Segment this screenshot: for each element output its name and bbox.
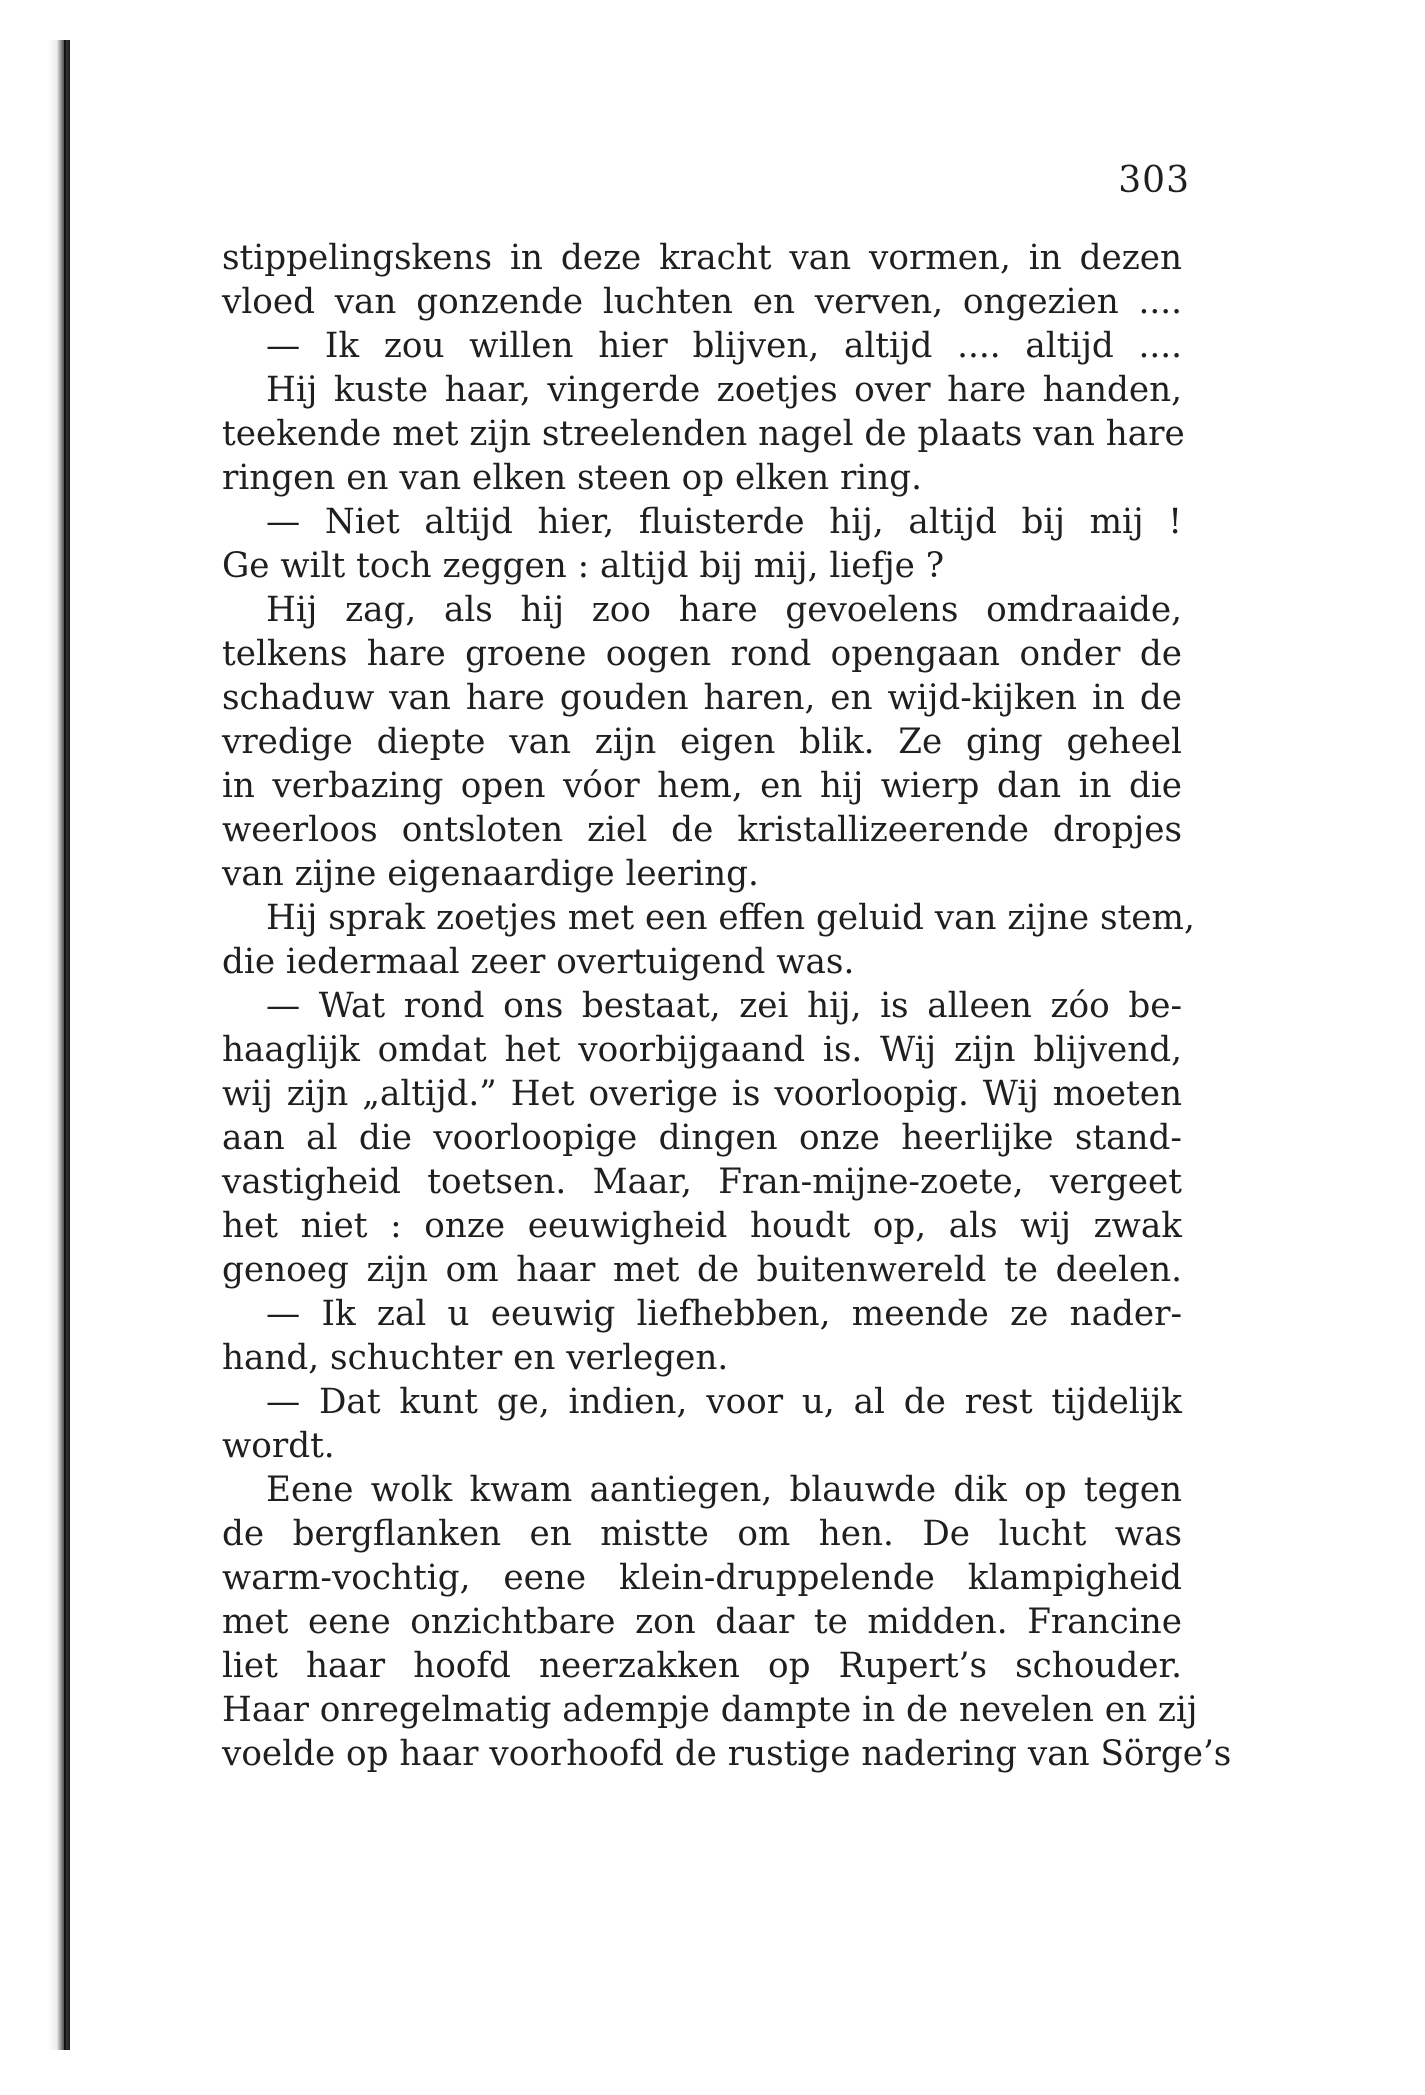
- text-line: Haar onregelmatig adempje dampte in de nevelen en zij: [222, 1690, 1198, 1730]
- text-line: vastigheid toetsen. Maar, Fran-mijne-zoete, vergeet: [222, 1162, 1182, 1202]
- text-line: aan al die voorloopige dingen onze heerlijke stand-: [222, 1118, 1182, 1158]
- text-line: — Wat rond ons bestaat, zei hij, is alleen zóo be-: [266, 986, 1182, 1026]
- text-line: vredige diepte van zijn eigen blik. Ze ging geheel: [222, 722, 1182, 762]
- text-line: haaglijk omdat het voorbijgaand is. Wij zijn blijvend,: [222, 1030, 1182, 1070]
- text-line: teekende met zijn streelenden nagel de plaats van hare: [222, 414, 1185, 454]
- text-line: voelde op haar voorhoofd de rustige nadering van Sörge’s: [222, 1734, 1232, 1774]
- text-line: van zijne eigenaardige leering.: [222, 854, 759, 894]
- text-line: die iedermaal zeer overtuigend was.: [222, 942, 855, 982]
- text-line: wij zijn „altijd.” Het overige is voorloopig. Wij moeten: [222, 1074, 1182, 1114]
- text-line: in verbazing open vóor hem, en hij wierp dan in die: [222, 766, 1182, 806]
- text-line: liet haar hoofd neerzakken op Rupert’s schouder.: [222, 1646, 1182, 1686]
- text-line: Hij sprak zoetjes met een effen geluid van zijne stem,: [266, 898, 1195, 938]
- page-number: 303: [1118, 160, 1190, 201]
- text-line: hand, schuchter en verlegen.: [222, 1338, 729, 1378]
- text-line: — Ik zou willen hier blijven, altijd .... altijd ....: [266, 326, 1182, 366]
- text-line: stippelingskens in deze kracht van vormen, in dezen: [222, 238, 1182, 278]
- body-text: [222, 236, 1232, 1776]
- text-line: Hij kuste haar, vingerde zoetjes over hare handen,: [266, 370, 1182, 410]
- text-line: schaduw van hare gouden haren, en wijd-kijken in de: [222, 678, 1182, 718]
- text-line: het niet : onze eeuwigheid houdt op, als wij zwak: [222, 1206, 1182, 1246]
- text-line: weerloos ontsloten ziel de kristallizeerende dropjes: [222, 810, 1182, 850]
- text-line: genoeg zijn om haar met de buitenwereld te deelen.: [222, 1250, 1182, 1290]
- text-line: Eene wolk kwam aantiegen, blauwde dik op tegen: [266, 1470, 1182, 1510]
- text-line: — Ik zal u eeuwig liefhebben, meende ze nader-: [266, 1294, 1182, 1334]
- text-line: de bergflanken en mistte om hen. De lucht was: [222, 1514, 1182, 1554]
- text-line: — Niet altijd hier, fluisterde hij, altijd bij mij !: [266, 502, 1182, 542]
- book-binding-edge: [48, 40, 70, 2050]
- text-line: warm-vochtig, eene klein-druppelende klampigheid: [222, 1558, 1182, 1598]
- text-line: vloed van gonzende luchten en verven, ongezien ....: [222, 282, 1182, 322]
- text-line: Ge wilt toch zeggen : altijd bij mij, liefje ?: [222, 546, 945, 586]
- text-line: telkens hare groene oogen rond opengaan onder de: [222, 634, 1182, 674]
- text-line: — Dat kunt ge, indien, voor u, al de rest tijdelijk: [266, 1382, 1182, 1422]
- text-line: ringen en van elken steen op elken ring.: [222, 458, 923, 498]
- text-line: wordt.: [222, 1426, 335, 1466]
- text-line: Hij zag, als hij zoo hare gevoelens omdraaide,: [266, 590, 1182, 630]
- text-line: met eene onzichtbare zon daar te midden. Francine: [222, 1602, 1182, 1642]
